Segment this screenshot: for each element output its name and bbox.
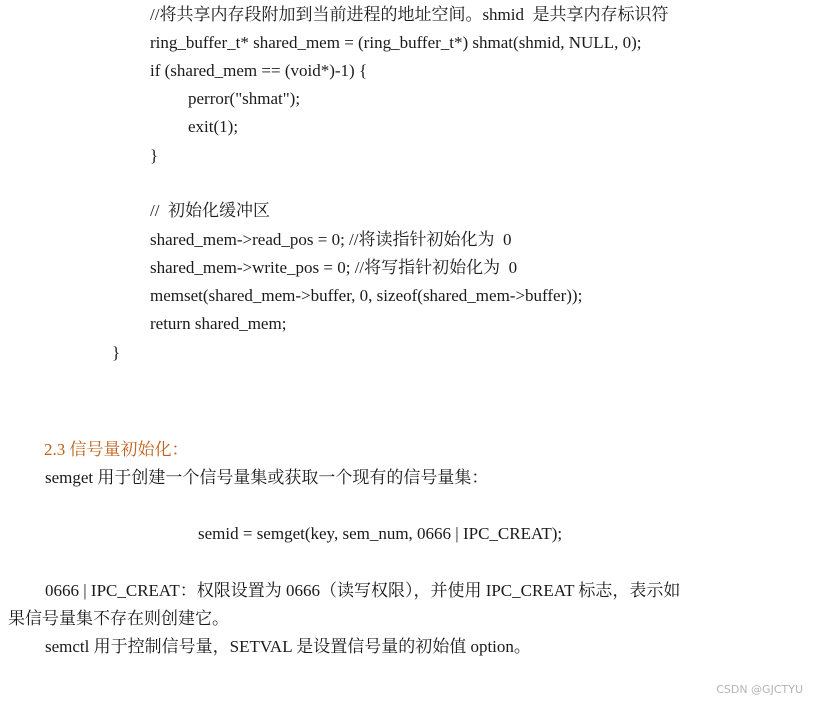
code-line-return: return shared_mem;: [150, 314, 287, 333]
semctl-paragraph: semctl 用于控制信号量，SETVAL 是设置信号量的初始值 option。: [45, 637, 531, 656]
code-line-function-close: }: [112, 343, 121, 362]
section-heading: 2.3 信号量初始化：: [44, 440, 189, 459]
ipc-creat-paragraph-line-1: 0666 | IPC_CREAT：权限设置为 0666（读写权限），并使用 IPC_CREAT 标志，表示如: [45, 581, 681, 600]
code-comment-init: // 初始化缓冲区: [150, 201, 270, 220]
code-line-if: if (shared_mem == (void*)-1) {: [150, 61, 368, 80]
code-line-exit: exit(1);: [188, 117, 239, 136]
code-line-memset: memset(shared_mem->buffer, 0, sizeof(shared_mem->buffer));: [150, 286, 583, 305]
code-line-if-close: }: [150, 146, 159, 165]
code-line-perror: perror("shmat");: [188, 89, 301, 108]
code-line-shmat: ring_buffer_t* shared_mem = (ring_buffer_t*) shmat(shmid, NULL, 0);: [150, 33, 642, 52]
semget-code-line: semid = semget(key, sem_num, 0666 | IPC_CREAT);: [198, 524, 563, 543]
ipc-creat-paragraph-line-2: 果信号量集不存在则创建它。: [8, 609, 229, 628]
semget-intro: semget 用于创建一个信号量集或获取一个现有的信号量集：: [45, 468, 489, 487]
csdn-watermark: CSDN @GJCTYU: [716, 683, 803, 696]
code-comment-shmat: //将共享内存段附加到当前进程的地址空间。shmid 是共享内存标识符: [150, 5, 669, 24]
code-line-write-pos: shared_mem->write_pos = 0; //将写指针初始化为 0: [150, 258, 518, 277]
code-line-read-pos: shared_mem->read_pos = 0; //将读指针初始化为 0: [150, 230, 512, 249]
